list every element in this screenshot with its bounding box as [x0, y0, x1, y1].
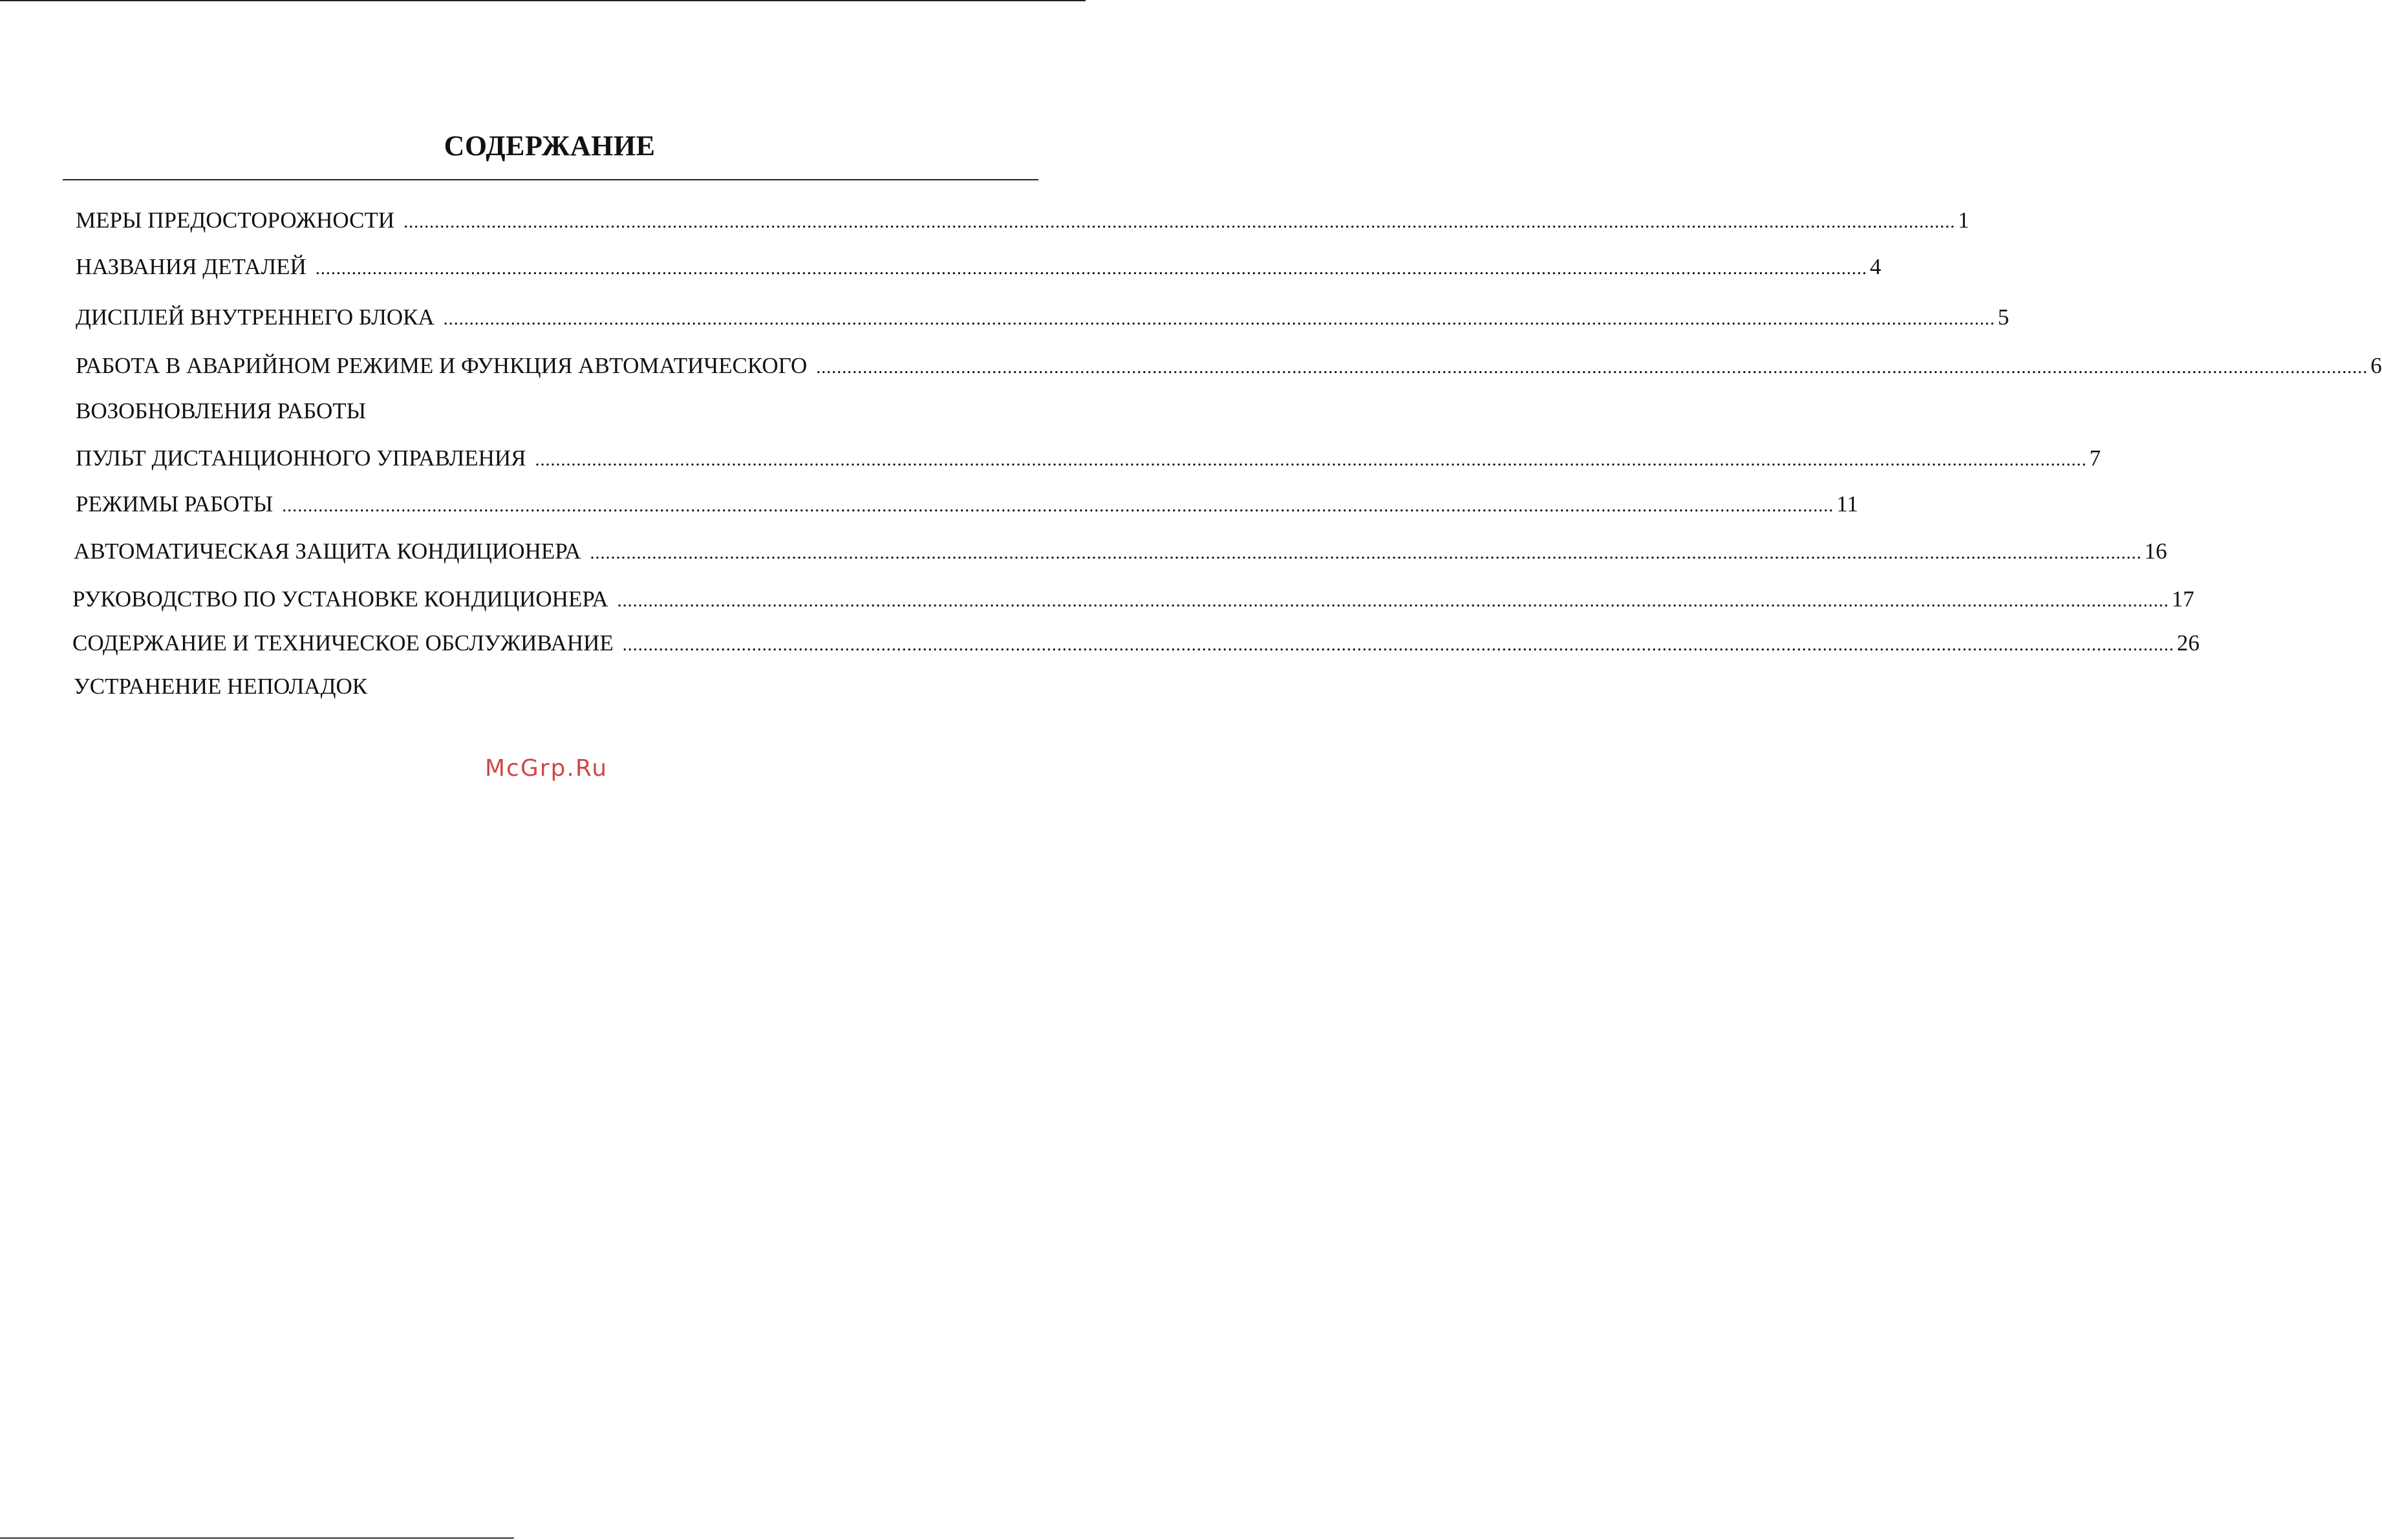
toc-entry-safety[interactable] — [76, 208, 1969, 233]
toc-entry-troubleshooting[interactable]: УСТРАНЕНИЕ НЕПОЛАДОК — [74, 674, 368, 699]
toc-leader-dots: ............................................................................................................................................................................................................................................................................................................ — [403, 212, 1956, 232]
toc-entry-label: АВТОМАТИЧЕСКАЯ ЗАЩИТА КОНДИЦИОНЕРА — [74, 539, 581, 564]
toc-entry-indoor-display[interactable] — [76, 305, 2010, 330]
toc-entry-maintenance[interactable] — [72, 630, 2200, 656]
toc-entry-label: РАБОТА В АВАРИЙНОМ РЕЖИМЕ И ФУНКЦИЯ АВТОМАТИЧЕСКОГО — [76, 353, 808, 378]
toc-page-number: 5 — [1997, 305, 2010, 330]
toc-leader-dots: ............................................................................................................................................................................................................................................................................................................ — [443, 309, 1995, 329]
toc-page-number: 4 — [1869, 254, 1882, 279]
toc-entry-label: ПУЛЬТ ДИСТАНЦИОННОГО УПРАВЛЕНИЯ — [76, 445, 526, 471]
bottom-border-rule — [0, 1537, 514, 1539]
toc-page-number: 7 — [2089, 445, 2101, 471]
toc-entry-label: РЕЖИМЫ РАБОТЫ — [76, 491, 274, 517]
page-title: СОДЕРЖАНИЕ — [444, 130, 656, 162]
toc-page-number: 11 — [1836, 491, 1858, 517]
toc-page-number: 6 — [2370, 353, 2382, 378]
toc-page-number: 1 — [1958, 208, 1969, 233]
watermark-text: McGrp.Ru — [484, 755, 608, 782]
toc-entry-label: СОДЕРЖАНИЕ И ТЕХНИЧЕСКОЕ ОБСЛУЖИВАНИЕ — [72, 630, 614, 656]
toc-leader-dots: ............................................................................................................................................................................................................................................................................................................ — [590, 543, 2142, 563]
toc-leader-dots: ............................................................................................................................................................................................................................................................................................................ — [622, 635, 2174, 655]
toc-entry-label: МЕРЫ ПРЕДОСТОРОЖНОСТИ — [76, 208, 395, 233]
toc-entry-emergency-mode[interactable] — [76, 353, 2382, 379]
toc-page-number: 26 — [2176, 630, 2200, 656]
toc-page-number: 17 — [2171, 586, 2194, 612]
toc-page-number: 16 — [2144, 539, 2167, 564]
toc-leader-dots: ............................................................................................................................................................................................................................................................................................................ — [282, 496, 1834, 516]
toc-leader-dots: ............................................................................................................................................................................................................................................................................................................ — [617, 591, 2169, 611]
toc-entry-emergency-mode-continuation: ВОЗОБНОВЛЕНИЯ РАБОТЫ — [76, 398, 367, 423]
toc-leader-dots: ............................................................................................................................................................................................................................................................................................................ — [816, 358, 2368, 378]
toc-entry-remote-control[interactable] — [76, 445, 2101, 471]
toc-entry-operating-modes[interactable] — [76, 491, 1858, 517]
toc-entry-label: РУКОВОДСТВО ПО УСТАНОВКЕ КОНДИЦИОНЕРА — [72, 586, 608, 612]
toc-entry-label: ДИСПЛЕЙ ВНУТРЕННЕГО БЛОКА — [76, 305, 435, 330]
toc-entry-label: НАЗВАНИЯ ДЕТАЛЕЙ — [76, 254, 306, 279]
toc-leader-dots: ............................................................................................................................................................................................................................................................................................................ — [535, 450, 2087, 470]
toc-entry-installation-guide[interactable] — [72, 586, 2194, 612]
toc-entry-automatic-protection[interactable] — [74, 539, 2167, 564]
toc-entry-parts-names[interactable] — [76, 254, 1882, 280]
toc-leader-dots: ............................................................................................................................................................................................................................................................................................................ — [315, 259, 1867, 279]
